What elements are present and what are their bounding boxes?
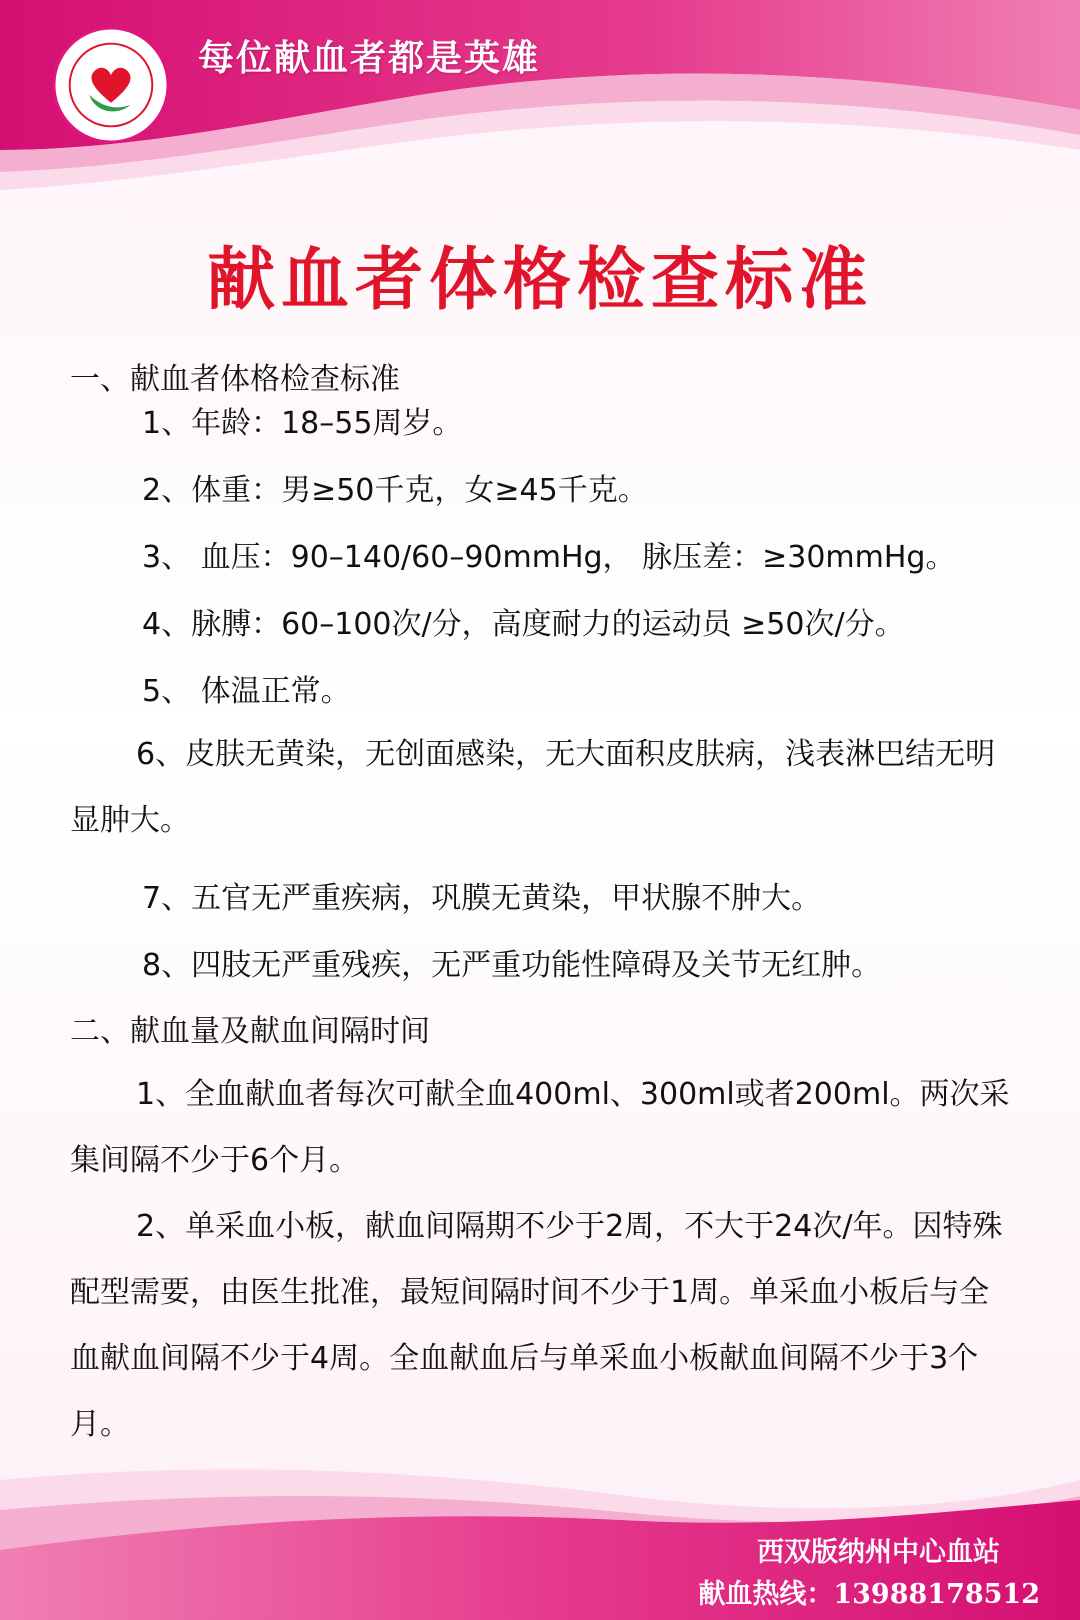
header-slogan: 每位献血者都是英雄 [198,37,541,79]
list-paragraph: 2、单采血小板，献血间隔期不少于2周，不大于24次/年。因特殊配型需要，由医生批准，最短间隔时间不少于1周。单采血小板后与全血献血间隔不少于4周。全血献血后与单采血小板献血间隔不少于3个月。 [70,1209,1003,1442]
list-item: 8、四肢无严重残疾，无严重功能性障碍及关节无红肿。 [142,948,882,983]
list-item: 3、 血压：90–140/60–90mmHg， 脉压差：≥30mmHg。 [142,540,956,575]
section-heading: 二、献血量及献血间隔时间 [70,1014,430,1049]
list-item: 1、年龄：18–55周岁。 [142,406,463,441]
list-paragraph: 6、皮肤无黄染，无创面感染，无大面积皮肤病，浅表淋巴结无明显肿大。 [70,737,996,838]
list-item: 7、五官无严重疾病，巩膜无黄染，甲状腺不肿大。 [142,881,822,916]
logo [52,26,170,144]
list-item: 5、 体温正常。 [142,674,351,709]
footer-hotline: 献血热线：13988178512 [698,1579,1040,1610]
footer-org-name: 西双版纳州中心血站 [757,1537,1000,1568]
content-body [70,358,1010,1458]
list-paragraph: 1、全血献血者每次可献全血400ml、300ml或者200ml。两次采集间隔不少于6个月。 [70,1077,1010,1178]
page-title: 献血者体格检查标准 [206,240,873,320]
section-heading: 一、献血者体格检查标准 [70,362,400,397]
list-item: 2、体重：男≥50千克，女≥45千克。 [142,473,648,508]
list-item: 4、脉膊：60–100次/分，高度耐力的运动员 ≥50次/分。 [142,607,905,642]
